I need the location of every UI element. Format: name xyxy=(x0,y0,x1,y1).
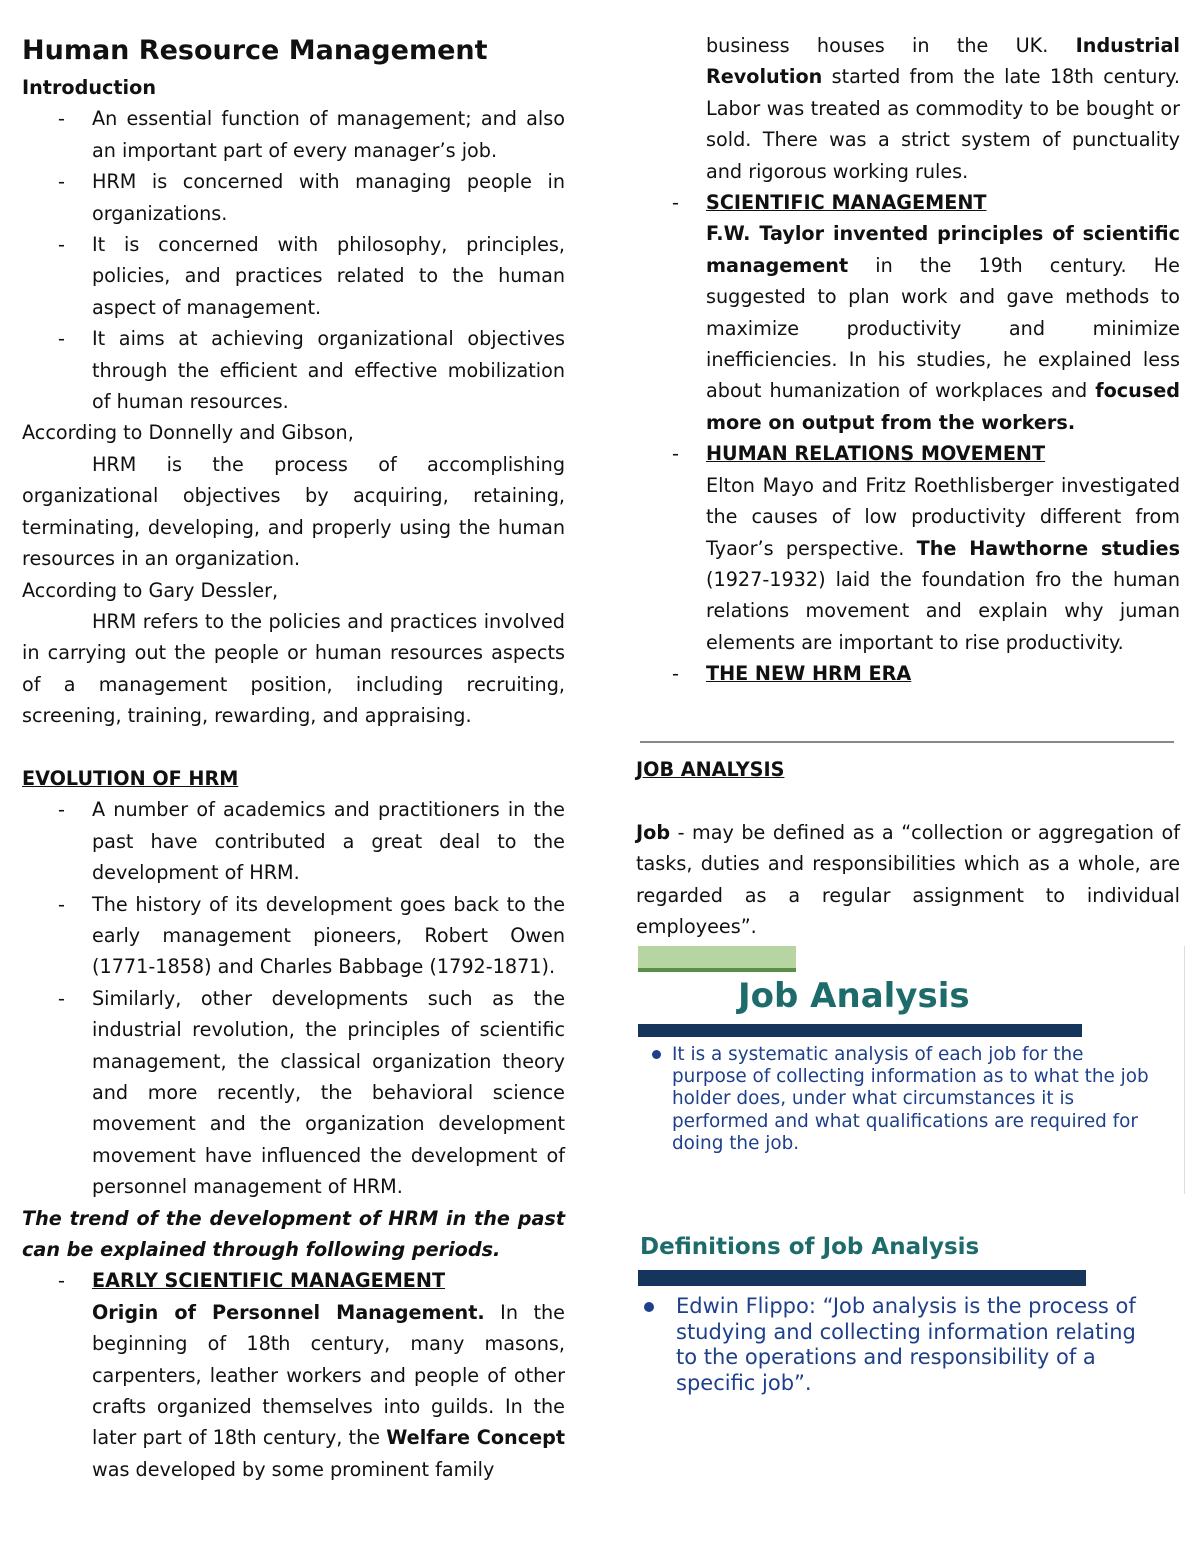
continued-paragraph: business houses in the UK. Industrial Revolution started from the late 18th century. Labor was treated as commodity to be bought or sold. There was a strict system of punctuality and rigorous working rules. xyxy=(706,34,1180,183)
section-divider xyxy=(640,741,1174,743)
trend-note: The trend of the development of HRM in the past can be explained through following periods. xyxy=(22,1206,565,1262)
intro-heading: Introduction xyxy=(22,76,156,99)
bullet-dot-icon xyxy=(644,1302,654,1312)
slide-bullet-text: It is a systematic analysis of each job for the purpose of collecting information as to what the job holder does, under what circumstances it is performed and what qualifications are required for doing the job. xyxy=(672,1044,1149,1154)
bullet-dot-icon xyxy=(652,1050,661,1059)
evolution-heading: EVOLUTION OF HRM xyxy=(22,766,239,790)
definitions-slide xyxy=(638,1206,1184,1406)
scientific-paragraph: F.W. Taylor invented principles of scientific management in the 19th century. He suggested to plan work and gave methods to maximize productivity and minimize inefficiencies. In his studies, he explained less about humanization of workplaces and focused more on output from the workers. xyxy=(706,222,1180,434)
slide-bullet-text: Edwin Flippo: “Job analysis is the process of studying and collecting information relating to the operations and responsibility of a specific job”. xyxy=(676,1294,1136,1395)
early-heading: EARLY SCIENTIFIC MANAGEMENT xyxy=(92,1269,446,1293)
early-paragraph: Origin of Personnel Management. In the beginning of 18th century, many masons, carpenters, leather workers and people of other crafts organized themselves into guilds. In the later part of 18th century, the Welfare Concept was developed by some prominent family xyxy=(92,1300,565,1481)
scientific-heading: SCIENTIFIC MANAGEMENT xyxy=(706,191,987,215)
list-item: - It aims at achieving organizational objectives through the efficient and effective mobilization of human resources. xyxy=(58,327,565,414)
list-item-scientific: - SCIENTIFIC MANAGEMENT xyxy=(672,191,987,215)
list-item-new-era: - THE NEW HRM ERA xyxy=(672,662,912,686)
slide-accent-line xyxy=(638,968,796,972)
new-era-heading: THE NEW HRM ERA xyxy=(706,662,912,686)
human-relations-paragraph: Elton Mayo and Fritz Roethlisberger investigated the causes of low productivity different from Tyaor’s perspective. The Hawthorne studies (1927-1932) laid the foundation fro the human relations movement and explain why juman elements are important to rise productivity. xyxy=(706,473,1180,654)
spacer xyxy=(22,732,565,763)
list-item: - An essential function of management; and also an important part of every manager’s job. xyxy=(58,107,565,162)
slide-bar xyxy=(638,1270,1086,1286)
donnelly-definition: HRM is the process of accomplishing organizational objectives by acquiring, retaining, terminating, developing, and properly using the human resources in an organization. xyxy=(22,452,565,571)
left-column xyxy=(22,30,565,1485)
right-column xyxy=(636,30,1180,690)
slide-title: Definitions of Job Analysis xyxy=(640,1234,980,1260)
intro-list xyxy=(22,103,565,417)
list-item: - The history of its development goes back to the early management pioneers, Robert Owen (1771-1858) and Charles Babbage (1792-1871). xyxy=(58,892,565,979)
list-item: - It is concerned with philosophy, principles, policies, and practices related to the human aspect of management. xyxy=(58,233,565,319)
job-analysis-section xyxy=(636,754,1180,942)
dessler-intro: According to Gary Dessler, xyxy=(22,578,279,602)
evolution-list xyxy=(22,794,565,1202)
slide-bullet xyxy=(644,1294,1144,1396)
job-definition: Job - may be defined as a “collection or aggregation of tasks, duties and responsibilities which as a whole, are regarded as a regular assignment to individual employees”. xyxy=(636,820,1180,939)
job-analysis-heading: JOB ANALYSIS xyxy=(636,758,785,781)
list-item-early-scientific: - EARLY SCIENTIFIC MANAGEMENT xyxy=(58,1269,446,1293)
slide-bar xyxy=(638,1024,1082,1037)
list-item: - Similarly, other developments such as the industrial revolution, the principles of scientific management, the classical organization theory and more recently, the behavioral science movement and the organization development movement have influenced the development of personnel management of HRM. xyxy=(58,986,565,1199)
dessler-definition: HRM refers to the policies and practices involved in carrying out the people or human resources aspects of a management position, including recruiting, screening, training, rewarding, and appraising. xyxy=(22,609,565,728)
human-relations-heading: HUMAN RELATIONS MOVEMENT xyxy=(706,442,1046,466)
slide-title: Job Analysis xyxy=(738,976,970,1016)
list-item: - A number of academics and practitioners in the past have contributed a great deal to the development of HRM. xyxy=(58,798,565,885)
page-title: Human Resource Management xyxy=(22,35,488,66)
list-item-human-relations: - HUMAN RELATIONS MOVEMENT xyxy=(672,442,1046,466)
slide-bullet xyxy=(652,1044,1152,1155)
donnelly-intro: According to Donnelly and Gibson, xyxy=(22,421,354,445)
slide-accent xyxy=(638,946,796,968)
spacer xyxy=(636,785,1180,816)
job-analysis-slide xyxy=(638,946,1185,1194)
list-item: - HRM is concerned with managing people in organizations. xyxy=(58,170,565,225)
